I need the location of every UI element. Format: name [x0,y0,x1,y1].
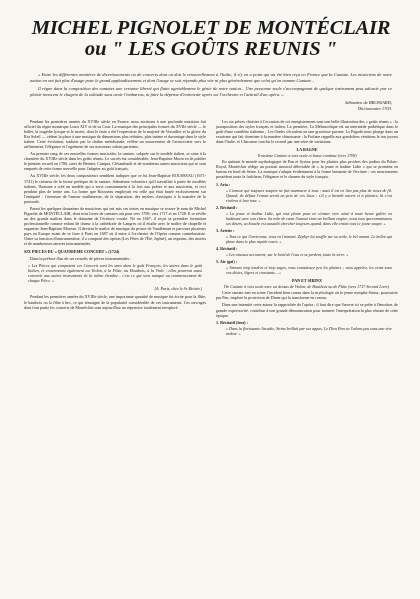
paragraph: Dans la préface d'un de ses recueils de pièces instrumentales : [30,256,132,262]
epigraph-paragraph: Il règne dans la composition des cantates une certaine liberté qui flatte agréablement le génie de notre nation... Une personne seule s'accompagnant de quelque instrument peut adoucir par ce plaisir innocent le chagrin de la solitude sans avoir l'embarras, ni faire la dépense d'entretenir après soi l'orchestre et l'attirail d'un opéra. » [30,86,392,97]
paragraph: Au premier rang de ces nouvelles formes musicales, la cantate, calquée sur le modèle italien, se situe à la charnière du XVIIIe siècle dans les goûts réunis. Le succès fut considérable, Jean-Baptiste Morin en fit publier le premier recueil en 1706, suivi de Bernier, Campra, Clérambault et de nombreux autres musiciens qui se sont emparés de cette forme nouvelle pour l'adapter au goût français. [24,151,206,172]
body-columns [24,119,398,337]
left-column [24,119,206,337]
verse: « Dans la florissante Arcadie, Sirinx brillait par ses appas. Le Dieu Pan ne l'adora pas sans une vive ardeur. » [226,325,392,336]
paragraph: Les six pièces choisies à l'occasion de cet enregistrement sont une belle illustration des « goûts réunis » : la juxtaposition des styles français et italien. La première, La Mélancolique est un intermède pathétique dans le goût d'une cantilène italienne ; Les Ondes s'écoulent en une gracieuse pavane. La Pagode nous plonge dans un exotisme qui fait cheminer à la manière chinoisante ; la Forlane rappelle aux gondoliers vénitiens le ton joyeux dans l'Italie, et Chaconne conclut le recueil par une série de variations. [216,119,398,145]
quote: « Les Pièces qui composent ces Concerts sont les unes dans le goût François, les autres dans le goût Italien, et conviennent également au Violon, à la Flûte, au Hautbois, à la Viole ; elles pourront aussi convenir aux autres instruments de la même étendue... c'est ce qui sera marqué au commencement de chaque Pièce. » [28,263,202,284]
movement-heading: 2. Récitatif : [216,204,238,210]
right-column [216,119,398,337]
movement-heading: 3. Ariette : [216,227,235,233]
epigraph [30,72,392,97]
paragraph: Au XVIIIe siècle, les deux compositeurs semblent indiquer que ce fut Jean-Baptiste ROUSSEAU (1671-1741) le créateur de la forme poétique de la cantate. Admettant volontiers qu'il travaillait à partir de modèles italiens, l'homme a créé un modèle qui a servi constamment à la fois aux poètes et aux musiciens, et ceci pendant plus de trente ans. La forme que Rousseau employait est celle qui était basée exclusivement sur l'antiquité : l'aventure de l'amour malheureux, de la séparation, des mythes classiques à la manière de la pastorale. [24,173,206,204]
section-subheading: IVe Cantate à voix seule avec un dessus de Violon, de Hautbois ou de Flûte (vers 1717 Second Livre). [223,284,391,290]
paragraph: Cette cantate met en scène l'incident bien connu dans la mythologie où la jeune nymphe Sirinx, poursuivie par Pan, implore la protection de Diane qui la transforme en roseau. [216,290,398,301]
movement-heading: 1. Aria : [216,181,231,187]
epigraph-source: Dictionnaire 1703. [357,105,392,111]
page-title: MICHEL PIGNOLET DE MONTÉCLAIR [31,17,391,39]
section-heading: LA BAGNE [296,147,318,153]
movement-heading: 4. Récitatif : [216,246,238,252]
paragraph: En quittant le monde mythologique de Pan et Syrinx pour les plaisirs plus proches des jardins du Palais-Royal, Montéclair rédige un portrait musical délectable de « la jeune et badine Lidie » qui se promène en bateau en bord de Seine. La musique s'adapte évidemment à la forme humaine de l'écriture ; ces mouvements possèdent toute la fraîcheur, l'élégance et le charme du style français. [216,159,398,180]
verse: « L'amour qui toujours soupire ne fait murmurer à tous ; mais il est en lieu pas plus de roses de fil. Quand, de défaut l'ennui serait un prix de ces lieux ; s'il y a bientôt ouvert et à plaisirs, là c'est rivières à leur tour. » [226,187,392,203]
quote-source: (A. Paris, chez le Sr. Boivin.) [154,286,202,292]
section-heading: SIX PIECES DU « QUATRIEME CONCERT » (1724) [24,249,120,255]
paragraph: Pendant les premières années du XVIIIe siècle, une importante quantité de musique fut écrite pour la flûte, le hautbois ou la flûte à bec, ce qui témoigne de la popularité considérable de ces instruments. Ces ouvrages dont font partie les concerts de Montéclair sont aujourd'hui un répertoire totalement inexploré. [24,294,206,310]
epigraph-attribution [24,100,392,111]
epigraph-paragraph: « Entre les différentes manières de divertissements ou de concerts dont on doit le renouvellement à l'Italie, il n'y en a point qui ait été bien reçu en France que la Cantate. Les musiciens de notre nation en ont fait plus d'usage pour le grand applaudissement et dont l'usage se soit répandu plus vite ni plus généralement que celui qu'on nomme Cantate... [30,72,392,83]
verse: « Tout ce qui l'environne, vous en t'aimant. Zéphyr lui souffle sur sa voile, le bel amant. Le bellot qui plane dans le plus rapide cours. » [226,233,392,244]
page-subtitle: ou " LES GOÛTS REUNIS " [84,38,338,60]
verse: « Amours trop tendres et trop sages, vous connaissez peu les plaisirs ; vous appelez, les vents sous vos désirs, légers et constants... » [226,265,392,276]
paragraph: Pendant les premières années du XVIIIe siècle en France, nous assistons à une profonde mutation fait officiel du règne monarque Louis XIV et de sa Cour. La musique des principales formes du XVIIe siècle — le ballet, la tragédie lyrique et le motet, dont le faste a été l'expression de la majesté de Versailles et la gloire du Roi Soleil — cèdent la place à une musique de dimensions plus réduites, plus intime et davantage dans le style italien. Cette évolution, traduite par la chaîne méridionale, reflète un mouvement de l'aristocratie vers le raffinement, l'élégance et l'agrément de ses nouveaux salons parisiens. [24,119,206,150]
verse: « Les oiseaux accourent, sur le bord de l'eau et se perdent, toute la terre. » [226,252,349,258]
epigraph-author: Sébastien de BROSSARD, [345,100,392,105]
movement-heading: 5. Air (gai) : [216,259,238,265]
paragraph: Parmi les quelques douzaines de musiciens qui ont mis ces textes en musique se trouve le nom de Michel Pignolet de MONTÉCLAIR, dont trois livres de cantates ont paru vers 1709, vers 1717 et en 1728. Il se révèle un des grands maîtres dans le domaine de l'écriture vocale. Né en 1667, il reçut sa première formation professionnelle comme enfant de chœur à la cathédrale de Langres où il étudie avec le maître de chapelle et organiste Jean-Baptiste Moreau. Il devient le maître de musique du prince de Vaudémont et parcourt plusieurs pays en Europe avant de se fixer à Paris en 1687 où il entre à l'orchestre de l'Opéra comme contrebassiste. Outre sa fonction d'instrumentiste, il a composé des opéras (Les Fêtes de l'Été, Jephté), un requiem, des motets et de nombreuses œuvres instrumentales. [24,205,206,247]
verse: « La jeune et badine Lidie, qui veut plaire pour ne s'aimer rien. aimé à toute heure galère en badinant avec son chien. Sa robe de cœur l'amour tient un brillant empire, nous tous queconnaissons ses désirs, sa bouche est aussitôt chercher toujours quand, dans elle craint tout ce jeune soupir. » [226,210,392,226]
section-subheading: Troisième Cantate à voix seule et basse continue (vers 1709) [257,153,357,159]
movement-heading: 1. Récitatif (lent) : [216,319,248,325]
paragraph: Dans une intensité certe auteur la rapprochée de l'opéra ; il faut dire que l'œuvre ici se prête à l'émotion, de grande expressivité, contribue à une grande démonstration pour montrer l'interprétation la plus réussie de cette époque. [216,302,398,318]
section-heading: PAN ET SIRINX [292,278,322,284]
